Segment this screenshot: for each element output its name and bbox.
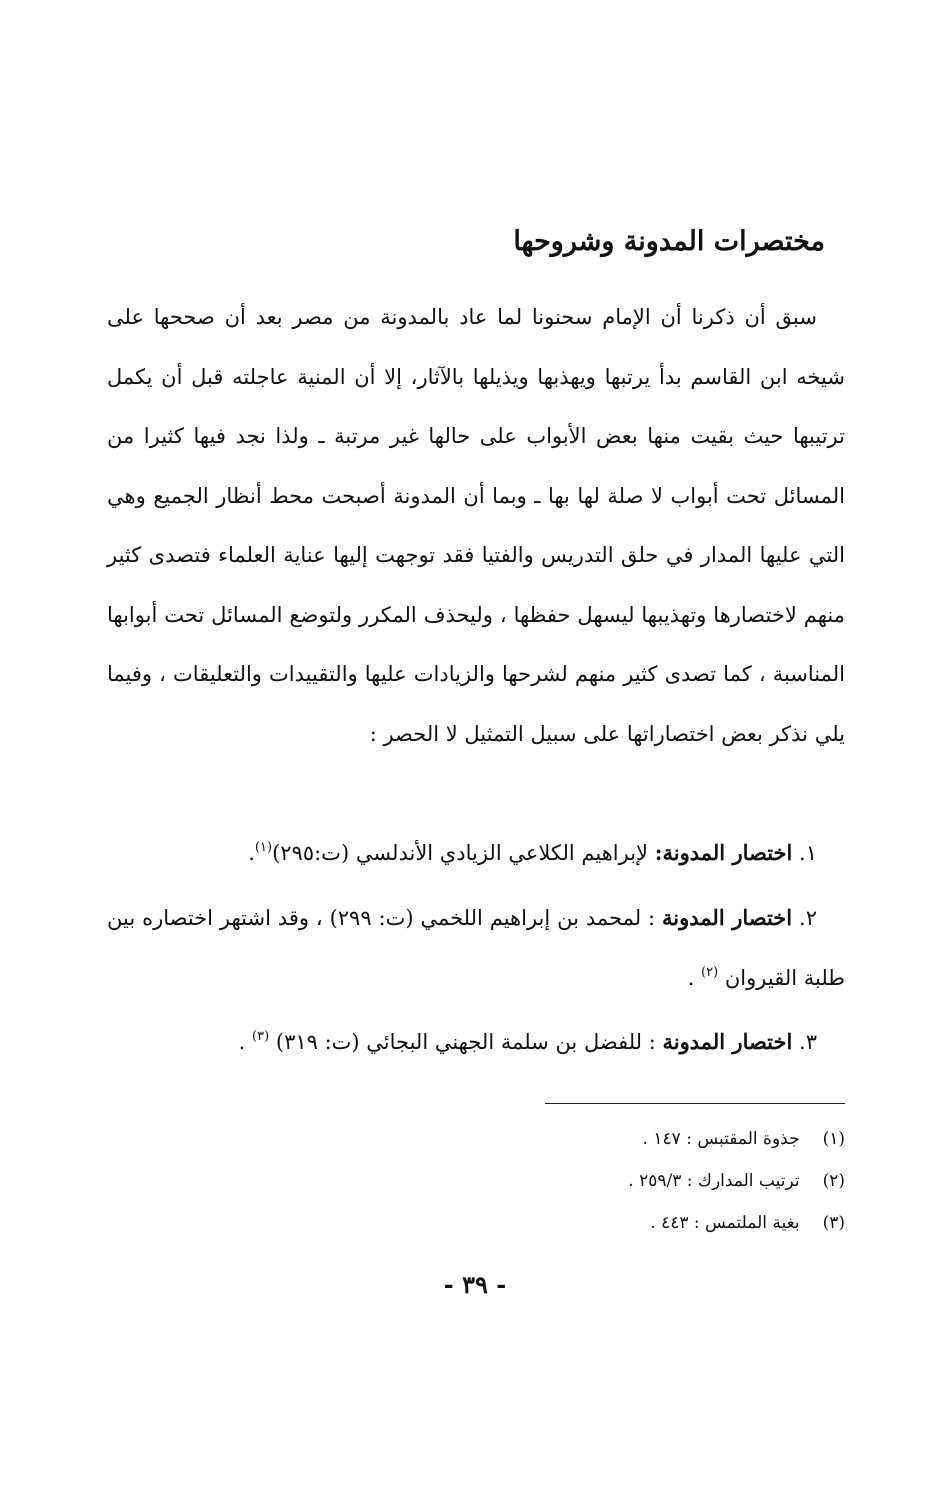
page-number: - ٣٩ - <box>443 1270 507 1299</box>
footnote <box>107 1118 845 1160</box>
footnote-number: (١) <box>822 1129 845 1149</box>
list-item-1 <box>107 823 845 883</box>
footnote-ref: (٣) <box>252 1029 270 1044</box>
footnote-number: (٢) <box>822 1171 845 1191</box>
section-title: مختصرات المدونة وشروحها <box>513 226 825 257</box>
footnote <box>107 1202 845 1244</box>
footnote-text: بغية الملتمس : ٤٤٣ . <box>650 1213 800 1233</box>
item-label: اختصار المدونة <box>662 905 793 930</box>
footnotes-list <box>107 1118 845 1244</box>
item-end: . <box>248 841 255 865</box>
list-item-3 <box>107 1012 845 1072</box>
intro-paragraph: سبق أن ذكرنا أن الإمام سحنونا لما عاد بالمدونة من مصر بعد أن صححها على شيخه ابن القاسم بدأ يرتبها ويهذبها ويذيلها بالآثار، إلا أن المنية عاجلته قبل أن يكمل ترتيبها حيث بقيت منها بعض الأبواب على حالها غير مرتبة ـ ولذا نجد فيها كثيرا من المسائل تحت أبواب لا صلة لها بها ـ وبما أن المدونة أصبحت محط أنظار الجميع وهي التي عليها المدار في حلق التدريس والفتيا فقد توجهت إليها عناية العلماء فتصدى كثير منهم لاختصارها وتهذيبها ليسهل حفظها ، وليحذف المكرر ولتوضع المسائل تحت أبوابها المناسبة ، كما تصدى كثير منهم لشرحها والزيادات عليها والتقييدات والتعليقات ، وفيما يلي نذكر بعض اختصاراتها على سبيل التمثيل لا الحصر : <box>107 305 845 746</box>
item-end: . <box>238 1030 246 1054</box>
item-text: لإبراهيم الكلاعي الزيادي الأندلسي (ت:٢٩٥) <box>272 841 649 865</box>
item-text: : لمحمد بن إبراهيم اللخمي (ت: ٢٩٩) ، وقد اشتهر اختصاره بين طلبة القيروان <box>107 906 845 990</box>
item-number: ٢. <box>799 906 817 930</box>
item-label: اختصار المدونة: <box>654 840 793 865</box>
footnote-text: جذوة المقتبس : ١٤٧ . <box>642 1129 800 1149</box>
item-number: ١. <box>799 841 817 865</box>
footnote-ref: (١) <box>254 840 273 855</box>
footnote-separator <box>545 1103 845 1104</box>
footnote-ref: (٢) <box>701 965 719 980</box>
item-end: . <box>687 966 695 990</box>
item-text: : للفضل بن سلمة الجهني البجائي (ت: ٣١٩) <box>275 1030 656 1054</box>
list-item-2 <box>107 888 845 1008</box>
item-number: ٣. <box>799 1030 817 1054</box>
footnote-number: (٣) <box>822 1213 845 1233</box>
item-label: اختصار المدونة <box>662 1029 793 1054</box>
footnote <box>107 1160 845 1202</box>
footnote-text: ترتيب المدارك : ٢٥٩/٣ . <box>628 1171 800 1191</box>
